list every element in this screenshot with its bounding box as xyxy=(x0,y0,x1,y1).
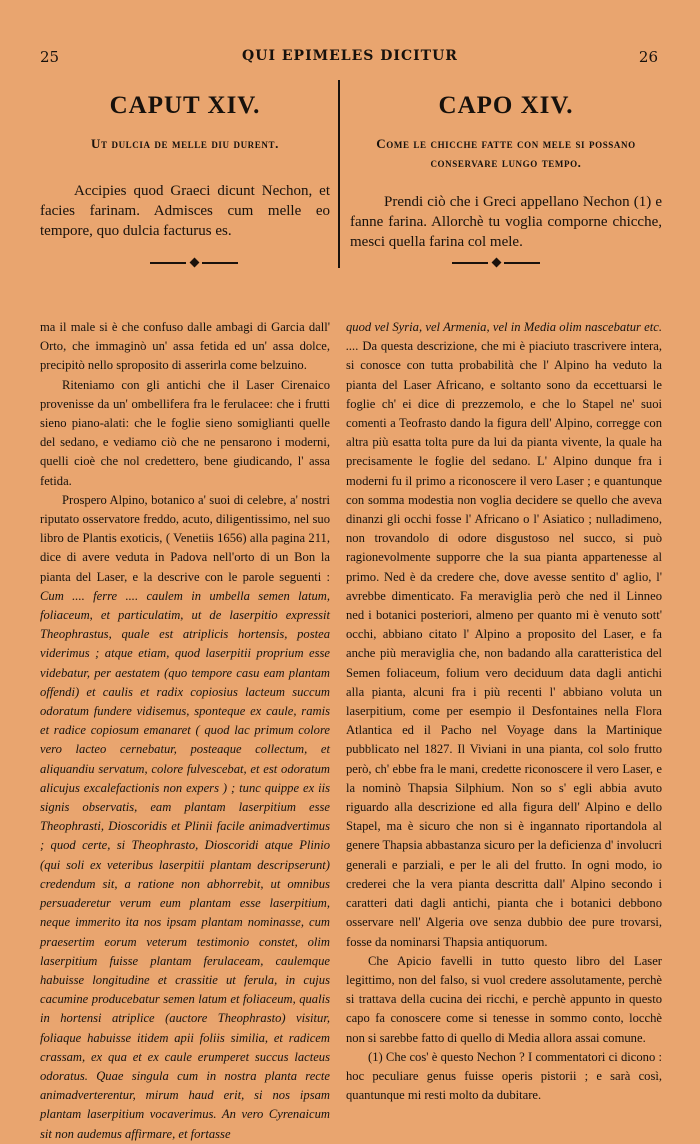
quotation-end: quod vel Syria, vel Armenia, vel in Media olim nascebatur etc. .... xyxy=(346,320,662,354)
alpino-quotation: Cum .... ferre .... caulem in umbella semen latum, foliaceum, et particulatim, ut de laserpitio expressit Theophrastus, quale est atriplicis hortensis, postea viderimus ; atque etiam, quod laserpitii proprium esse videbatur, per aestatem (quo tempore casu eam plantam offendi) et caulis et radix copiosius lacteum succum odoratum fundere vidisemus, sponteque ex caule, ramis et radice copiosum emanaret ( quod lac primum colore vero lacteo cernebatur, posteaque collectum, et aliquandiu servatum, colore fulvescebat, et est odoratum alicujus excalefactionis non expers ) ; tunc quippe ex iis signis observatis, eam plantam laserpitium esse Theophrasti, Dioscoridis et Plinii facile animadvertimus ; quod certe, si Theophrasto, Dioscoridi atque Plinio (qui soli ex veteribus laserpitii plantam descripserunt) credendum sit, a ratione non abhorrebit, ut omnibus persuaderetur verum eum plantam esse laserpitium, neque immerito ita nos ipsam plantam nominasse, cum praesertim eorum veterum testimonio constet, olim laserpitium fuisse plantam ferulaceam, caulemque habuisse longitudine et crassitie ut ferula, in cujus cacumine producebatur semen latum et foliaceum, qualis in hortensi atriplice (auctore Theophrasto) visitur, foliaque habuisse itidem apii foliis similia, et radicem crassam, ex qua et ex caule erumperet succus lacteus odoratus. Quae singula cum in nostra planta recte animadverterentur, mirum haud erit, si nos ipsam plantam laserpitium vocaverimus. An vero Cyrenaicum sit non audemus affirmare, et fortasse xyxy=(40,588,330,1141)
chapter-subtitle-italian-2: conservare lungo tempo. xyxy=(430,155,582,170)
running-title: QUI EPIMELES DICITUR xyxy=(242,48,458,64)
intro-italian: Prendi ciò che i Greci appellano Nechon (1) e fanne farina. Allorchè tu voglia comporne chicche, mesci quella farina col mele. xyxy=(350,194,662,250)
ornament-left xyxy=(150,256,240,270)
chapter-title-italian: CAPO XIV. xyxy=(438,92,574,119)
commentary-left xyxy=(40,318,330,1144)
commentary-right xyxy=(346,318,662,1105)
page-number-left: 25 xyxy=(40,48,60,66)
commentary-right-p1-text: Da questa descrizione, che mi è piaciuto trascrivere intera, si conosce con tutta probabilità che l' Alpino ha veduto la pianta del Laser Africano, e soltanto sono da eccettuarsi le foglie ch' ei dice di prezzemolo, e che lo Stapel ne' suoi comenti a Teofrasto dando la figura dell' Alpino, corregge con altra più esatta tolta pure da lui da pianta vivente, la quale ha precisamente le foglie del sedano. L' Alpino dunque fra i moderni fu il primo a riconoscere il vero Laser ; e quantunque con somma modestia non voglia decidere se quello che aveva dinanzi gli occhi fosse l' Africano o l' Asiatico ; nulladimeno, non trovandolo di odore disgustoso nel succo, si può ragionevolmente supporre che la sua pianta appartenesse al primo. Ned è da credere che, dove avesse sentito d' aglio, l' avrebbe dimenticato. Fa meraviglia però che ned il Linneo ned i botanici posteriori, almeno per quanto mi è venuto sott' occhi, abbiano citato l' Alpino a proposito del Laser, e fa anche più meraviglia che, non badando alla caratteristica del Semen foliaceum, folium vero deciduum data dagli antichi alla pianta, alcuni fra i più recenti l' abbiano voluta un laserpitium, come per esempio il Desfontaines nella Flora Atlantica ed il Pacho nel Voyage dans la Martinique pubblicato nel 1827. Il Viviani in una pianta, col solo frutto però, ch' ebbe fra le mani, credette riconoscere il vero Laser, e la nominò Thapsia Silphium. Non so s' egli abbia avuto riguardo alla descrizione ed alla figura dell' Alpino e dello Stapel, ma è sicuro che non si è ingannato riportandola al genere Thapsia abbastanza sicuro per la deficienza d' involucri generali e parziali, e per le ali del frutto. In ogni modo, io crederei che la vera pianta descritta dall' Alpino secondo i caratteri dati dagli antichi, pianta che i botanici debbono osservare nell' Algeria ove senza dubbio dee pure trovarsi, fosse da nominarsi Thapsia antiquorum. xyxy=(346,339,662,949)
running-head xyxy=(0,48,700,70)
commentary-left-p3 xyxy=(40,491,330,1144)
commentary-left-p1: ma il male si è che confuso dalle ambagi di Garcia dall' Orto, che immaginò un' assa fetida ed un' assa dolce, precipitò nello sproposito di asserirla come belzuino. xyxy=(40,320,330,373)
commentary-right-p2: Che Apicio favelli in tutto questo libro del Laser legittimo, non del falso, si vuol credere assolutamente, perchè si trattava della cucina dei ricchi, e perchè appunto in questo capo fa conoscere come si tenesse in sommo conto, locchè non si sarebbe fatto di quello di Media allora assai comune. xyxy=(346,953,662,1045)
commentary-right-p1 xyxy=(346,318,662,952)
chapter-title-latin: CAPUT XIV. xyxy=(109,92,261,119)
intro-latin: Accipies quod Graeci dicunt Nechon, et facies farinam. Admisces cum melle eo tempore, quo dulcia facturus es. xyxy=(40,183,330,239)
column-divider xyxy=(338,80,340,268)
footnote: (1) Che cos' è questo Nechon ? I commentatori ci dicono : hoc peculiare genus fuisse operis pistorii ; e sarà così, quantunque mi resti molto da dubitare. xyxy=(346,1049,662,1103)
italian-chapter xyxy=(350,92,662,252)
ornament-right xyxy=(452,256,542,270)
commentary-left-p2: Riteniamo con gli antichi che il Laser Cirenaico provenisse da un' ombellifera fra le ferulacee: che i frutti sieno piano-alati: che le foglie sieno somiglianti quelle del sedano, e vediamo ciò che ne pensarono i moderni, quelli cioè che nol credettero, bene giudicando, l' assa fetida. xyxy=(40,377,330,488)
page-number-right: 26 xyxy=(638,48,658,66)
latin-chapter xyxy=(40,92,330,241)
commentary-left-p3-roman: Prospero Alpino, botanico a' suoi di celebre, a' nostri riputato osservatore freddo, acuto, diligentissimo, nel suo libro de Plantis exoticis, ( Venetiis 1656) alla pagina 211, dice di avere veduta in Padova nell'orto di un Bon la pianta del Laser, e la descrive con le parole seguenti : xyxy=(40,492,330,584)
chapter-subtitle-latin: Ut dulcia de melle diu durent. xyxy=(91,136,279,151)
chapter-subtitle-italian-1: Come le chicche fatte con mele si possano xyxy=(376,136,636,151)
